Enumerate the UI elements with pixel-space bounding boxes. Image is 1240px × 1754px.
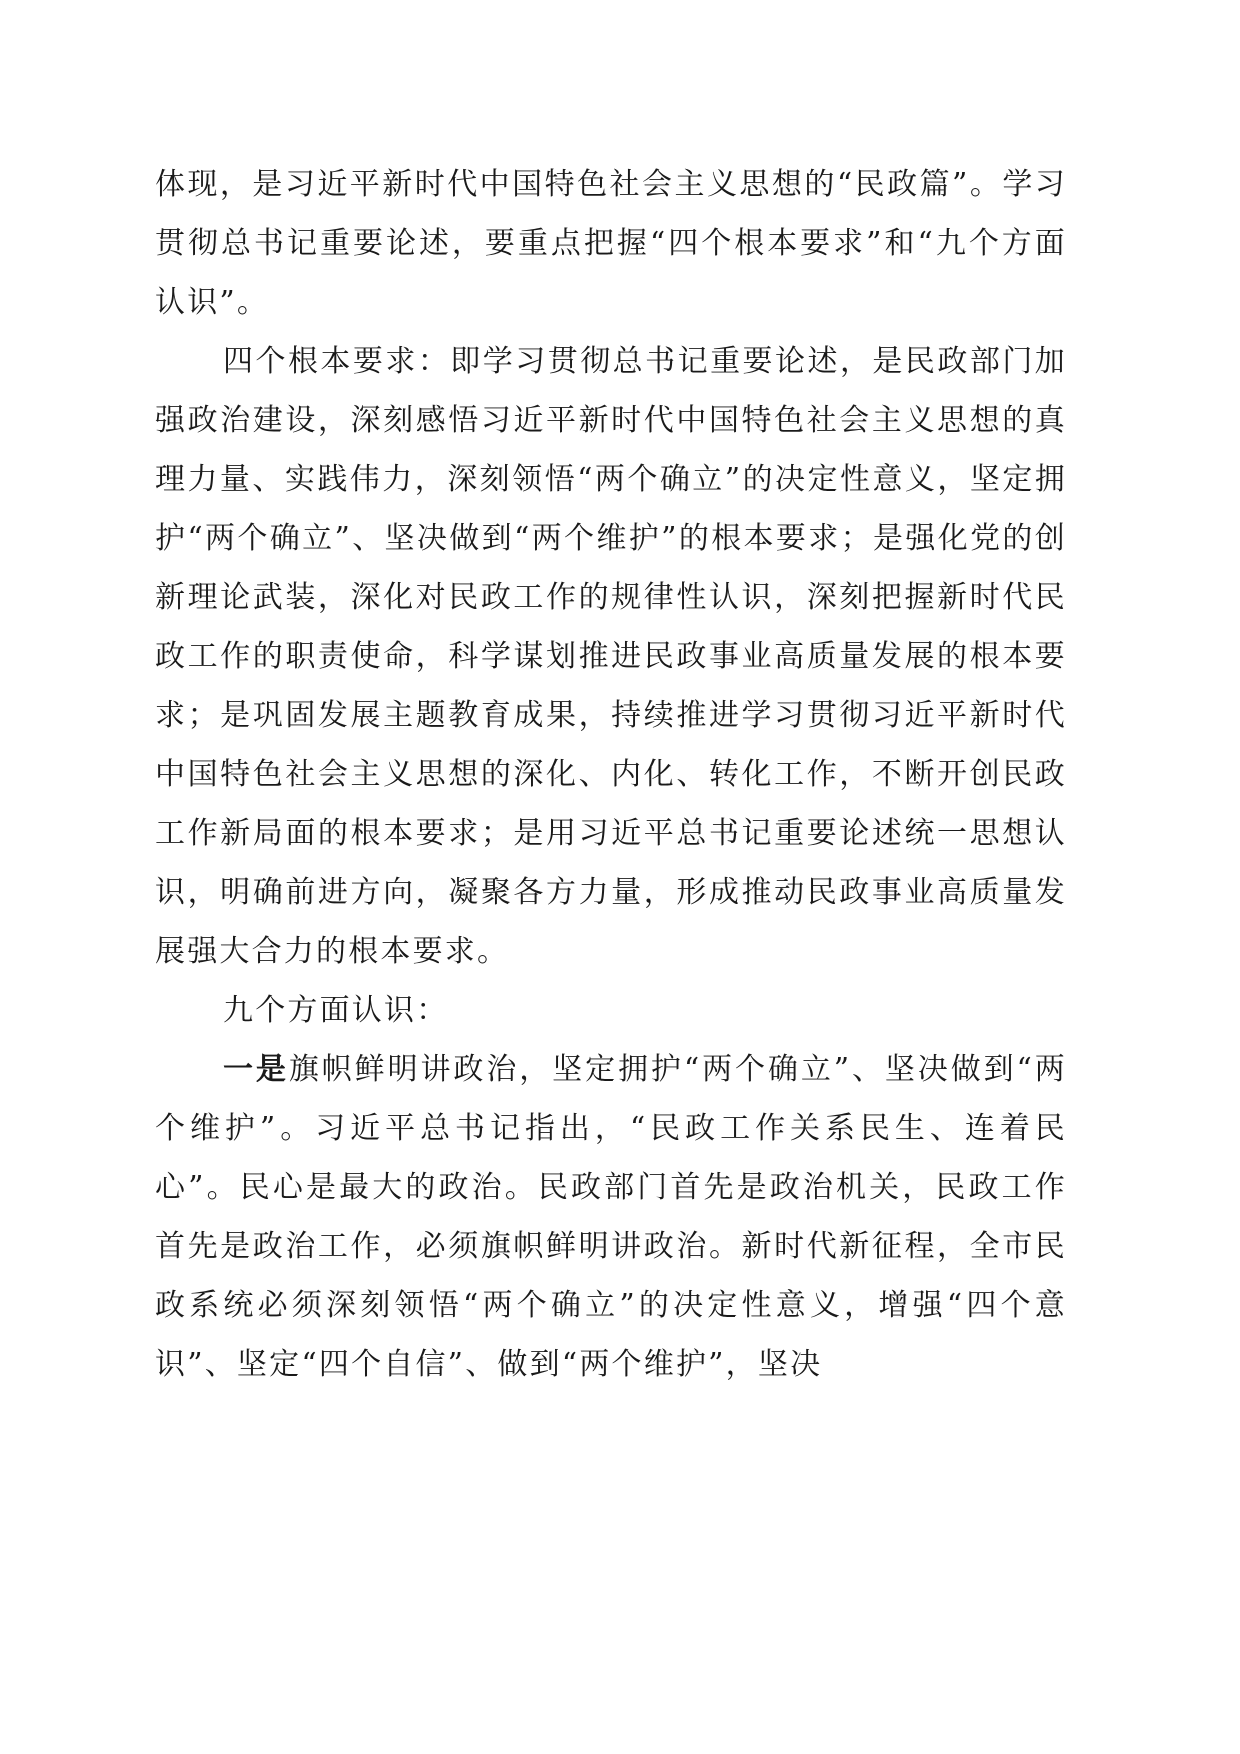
paragraph-lead-bold: 一是 [223,1052,289,1087]
paragraph-text: 旗帜鲜明讲政治，坚定拥护“两个确立”、坚决做到“两个维护”。习近平总书记指出，“民政工作关系民生、连着民心”。民心是最大的政治。民政部门首先是政治机关，民政工作首先是政治工作，必须旗帜鲜明讲政治。新时代新征程，全市民政系统必须深刻领悟“两个确立”的决定性意义，增强“四个意识”、坚定“四个自信”、做到“两个维护”，坚决 [155,1052,1068,1382]
paragraph-nine-aspects-heading [155,981,1067,1040]
paragraph-text: 体现，是习近平新时代中国特色社会主义思想的“民政篇”。学习贯彻总书记重要论述，要重点把握“四个根本要求”和“九个方面认识”。 [155,167,1067,320]
paragraph-point-one [155,1040,1067,1394]
paragraph-continued-intro [155,155,1067,332]
document-body [155,155,1067,1394]
paragraph-four-requirements [155,332,1067,981]
paragraph-text: 四个根本要求：即学习贯彻总书记重要论述，是民政部门加强政治建设，深刻感悟习近平新时代中国特色社会主义思想的真理力量、实践伟力，深刻领悟“两个确立”的决定性意义，坚定拥护“两个确立”、坚决做到“两个维护”的根本要求；是强化党的创新理论武装，深化对民政工作的规律性认识，深刻把握新时代民政工作的职责使命，科学谋划推进民政事业高质量发展的根本要求；是巩固发展主题教育成果，持续推进学习贯彻习近平新时代中国特色社会主义思想的深化、内化、转化工作，不断开创民政工作新局面的根本要求；是用习近平总书记重要论述统一思想认识，明确前进方向，凝聚各方力量，形成推动民政事业高质量发展强大合力的根本要求。 [155,344,1067,969]
paragraph-text: 九个方面认识： [223,993,449,1028]
